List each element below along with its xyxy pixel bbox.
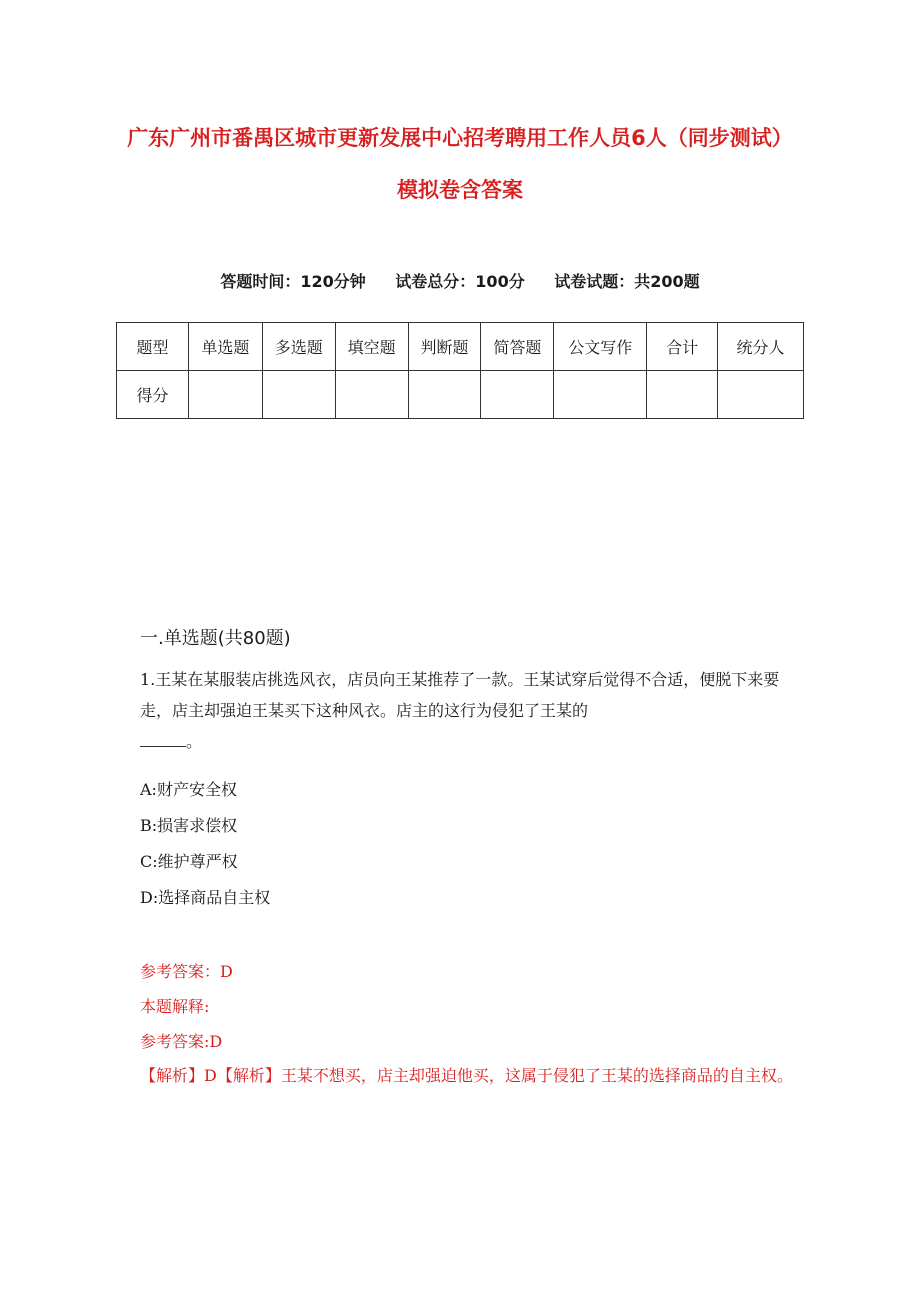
answer-block — [140, 954, 800, 1092]
option-b: B:损害求偿权 — [140, 816, 238, 835]
score-header-cell: 填空题 — [335, 323, 408, 371]
score-header-cell: 题型 — [117, 323, 189, 371]
exam-meta — [0, 269, 920, 292]
document-title: 广东广州市番禺区城市更新发展中心招考聘用工作人员6人（同步测试）模拟卷含答案 — [127, 126, 793, 202]
score-cell — [481, 371, 554, 419]
score-header-cell: 单选题 — [188, 323, 262, 371]
score-cell — [647, 371, 718, 419]
score-cell — [335, 371, 408, 419]
options-list — [140, 772, 270, 916]
score-header-cell: 统分人 — [718, 323, 804, 371]
score-header-cell: 简答题 — [481, 323, 554, 371]
exam-total-score: 试卷总分：100分 — [395, 272, 525, 291]
answer-blank — [140, 728, 186, 747]
score-table — [116, 322, 804, 419]
question-stem: 1.王某在某服装店挑选风衣，店员向王某推荐了一款。王某试穿后觉得不合适，便脱下来要走，店主却强迫王某买下这种风衣。店主的这行为侵犯了王某的 — [140, 670, 780, 720]
score-header-cell: 判断题 — [408, 323, 481, 371]
option-c: C:维护尊严权 — [140, 852, 238, 871]
option-d: D:选择商品自主权 — [140, 888, 271, 907]
reference-answer: 参考答案：D — [140, 962, 233, 981]
explanation-label: 本题解释: — [140, 997, 210, 1016]
score-header-cell: 多选题 — [262, 323, 335, 371]
score-table-row — [117, 371, 804, 419]
score-cell — [718, 371, 804, 419]
score-header-cell: 公文写作 — [554, 323, 647, 371]
question-end: 。 — [186, 732, 203, 751]
score-cell — [408, 371, 481, 419]
section-heading: 一.单选题(共80题) — [140, 628, 291, 649]
reference-answer-repeat: 参考答案:D — [140, 1032, 223, 1051]
option-a: A:财产安全权 — [140, 780, 237, 799]
score-cell — [262, 371, 335, 419]
exam-question-count: 试卷试题：共200题 — [554, 272, 700, 291]
exam-time: 答题时间：120分钟 — [220, 272, 366, 291]
question-text — [140, 664, 780, 757]
score-cell — [554, 371, 647, 419]
score-cell — [188, 371, 262, 419]
score-table-header-row — [117, 323, 804, 371]
analysis-text: 【解析】D【解析】王某不想买，店主却强迫他买，这属于侵犯了王某的选择商品的自主权。 — [140, 1066, 793, 1085]
score-header-cell: 合计 — [647, 323, 718, 371]
score-row-label: 得分 — [117, 371, 189, 419]
